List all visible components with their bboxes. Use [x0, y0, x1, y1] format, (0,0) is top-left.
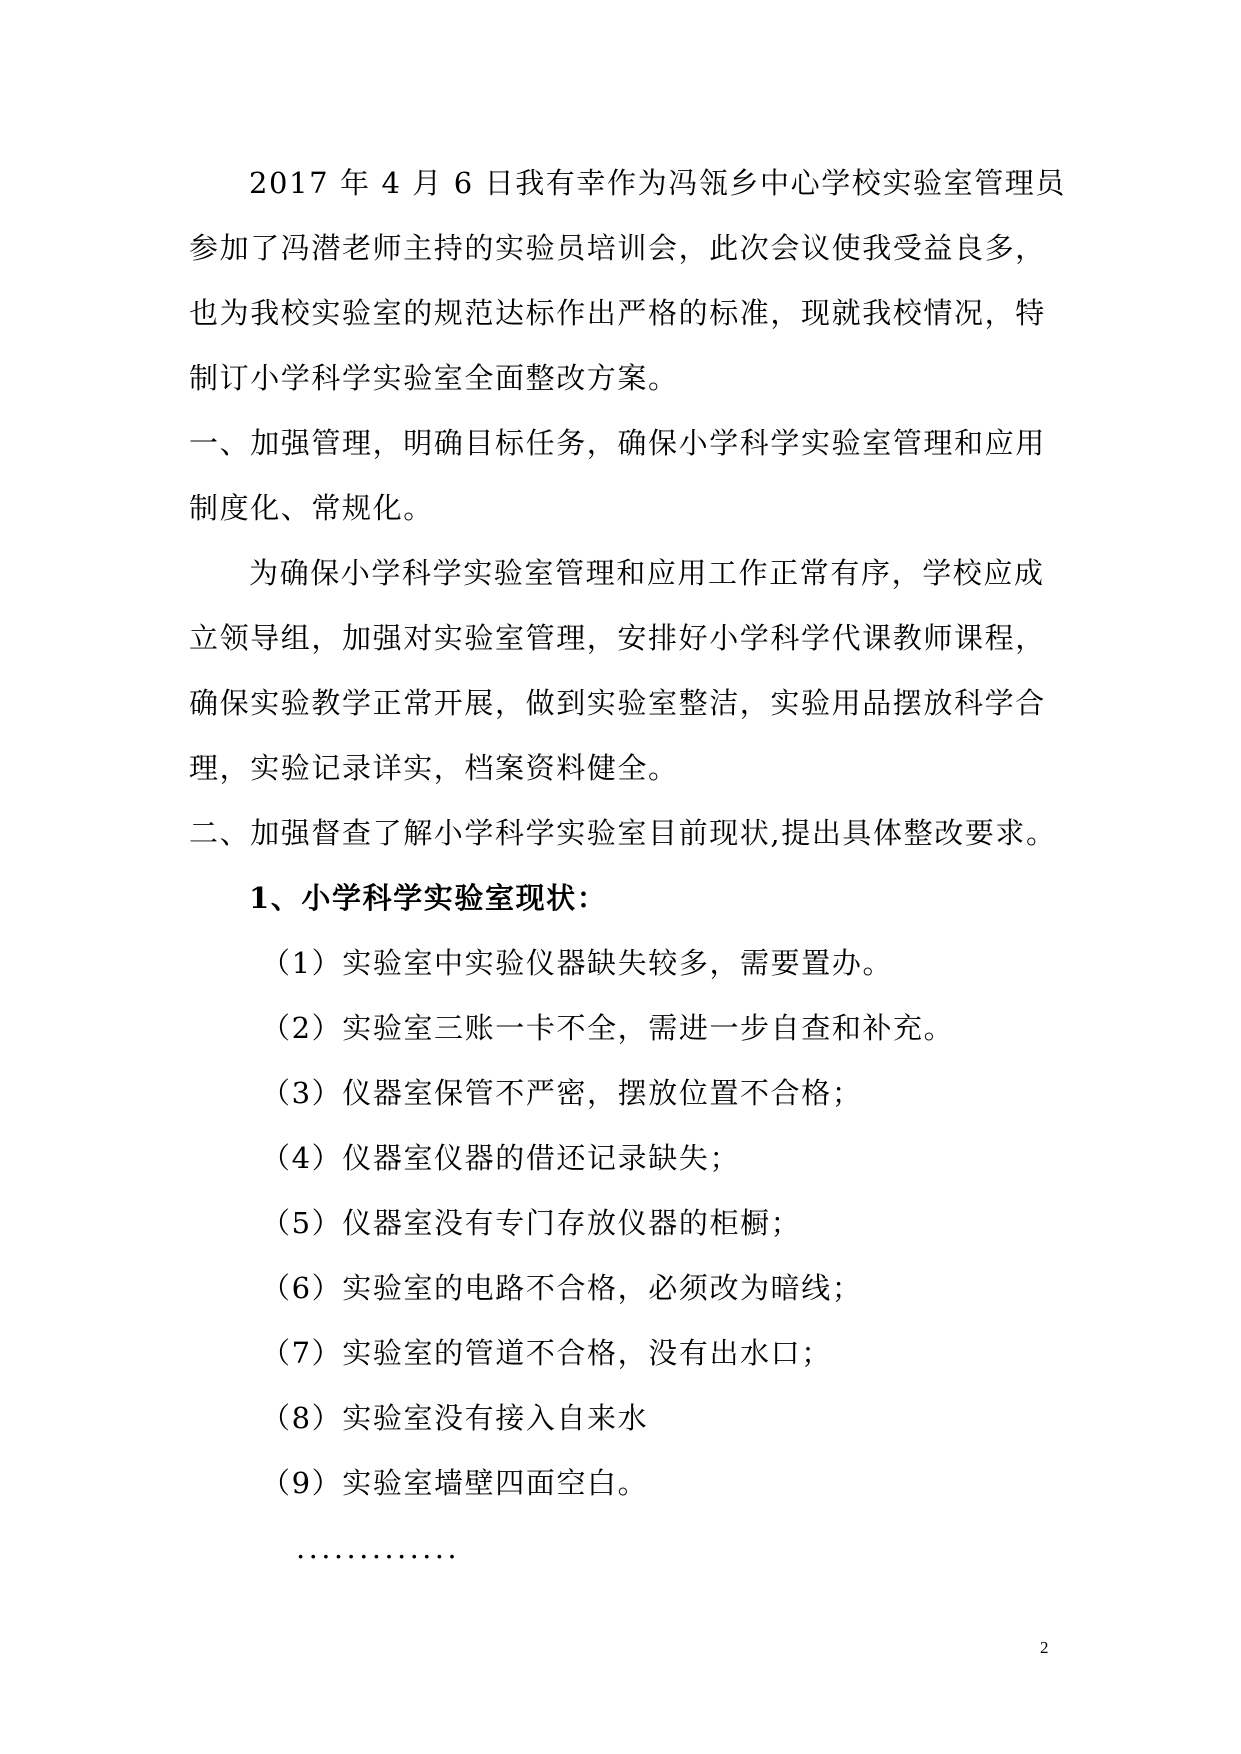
status-item-5: （5）仪器室没有专门存放仪器的柜橱；: [261, 1206, 802, 1240]
status-item-9: （9）实验室墙壁四面空白。: [261, 1466, 649, 1500]
intro-line-2: 参加了冯潜老师主持的实验员培训会，此次会议使我受益良多，: [189, 231, 1046, 265]
section1-heading-line-2: 制度化、常规化。: [189, 491, 434, 525]
section1-body-line-2: 立领导组，加强对实验室管理，安排好小学科学代课教师课程，: [189, 621, 1046, 655]
ellipsis: .............: [296, 1531, 461, 1565]
section1-body-line-3: 确保实验教学正常开展，做到实验室整洁，实验用品摆放科学合: [189, 686, 1046, 720]
section1-heading-line-1: 一、加强管理，明确目标任务，确保小学科学实验室管理和应用: [189, 426, 1046, 460]
status-item-2: （2）实验室三账一卡不全，需进一步自查和补充。: [261, 1011, 955, 1045]
status-item-3: （3）仪器室保管不严密，摆放位置不合格；: [261, 1076, 863, 1110]
status-item-6: （6）实验室的电路不合格，必须改为暗线；: [261, 1271, 863, 1305]
status-item-8: （8）实验室没有接入自来水: [261, 1401, 649, 1435]
section1-body-line-4: 理，实验记录详实，档案资料健全。: [189, 751, 679, 785]
page-number: 2: [1040, 1638, 1049, 1657]
section2-subheading: 1、小学科学实验室现状：: [249, 881, 608, 915]
status-item-4: （4）仪器室仪器的借还记录缺失；: [261, 1141, 741, 1175]
status-item-1: （1）实验室中实验仪器缺失较多，需要置办。: [261, 946, 894, 980]
status-item-7: （7）实验室的管道不合格，没有出水口；: [261, 1336, 832, 1370]
intro-line-4: 制订小学科学实验室全面整改方案。: [189, 361, 679, 395]
intro-line-3: 也为我校实验室的规范达标作出严格的标准，现就我校情况，特: [189, 296, 1046, 330]
section2-heading: 二、加强督查了解小学科学实验室目前现状,提出具体整改要求。: [189, 816, 1057, 850]
section1-body-line-1: 为确保小学科学实验室管理和应用工作正常有序，学校应成: [249, 556, 1045, 590]
intro-line-1: 2017 年 4 月 6 日我有幸作为冯瓴乡中心学校实验室管理员: [249, 166, 1066, 200]
